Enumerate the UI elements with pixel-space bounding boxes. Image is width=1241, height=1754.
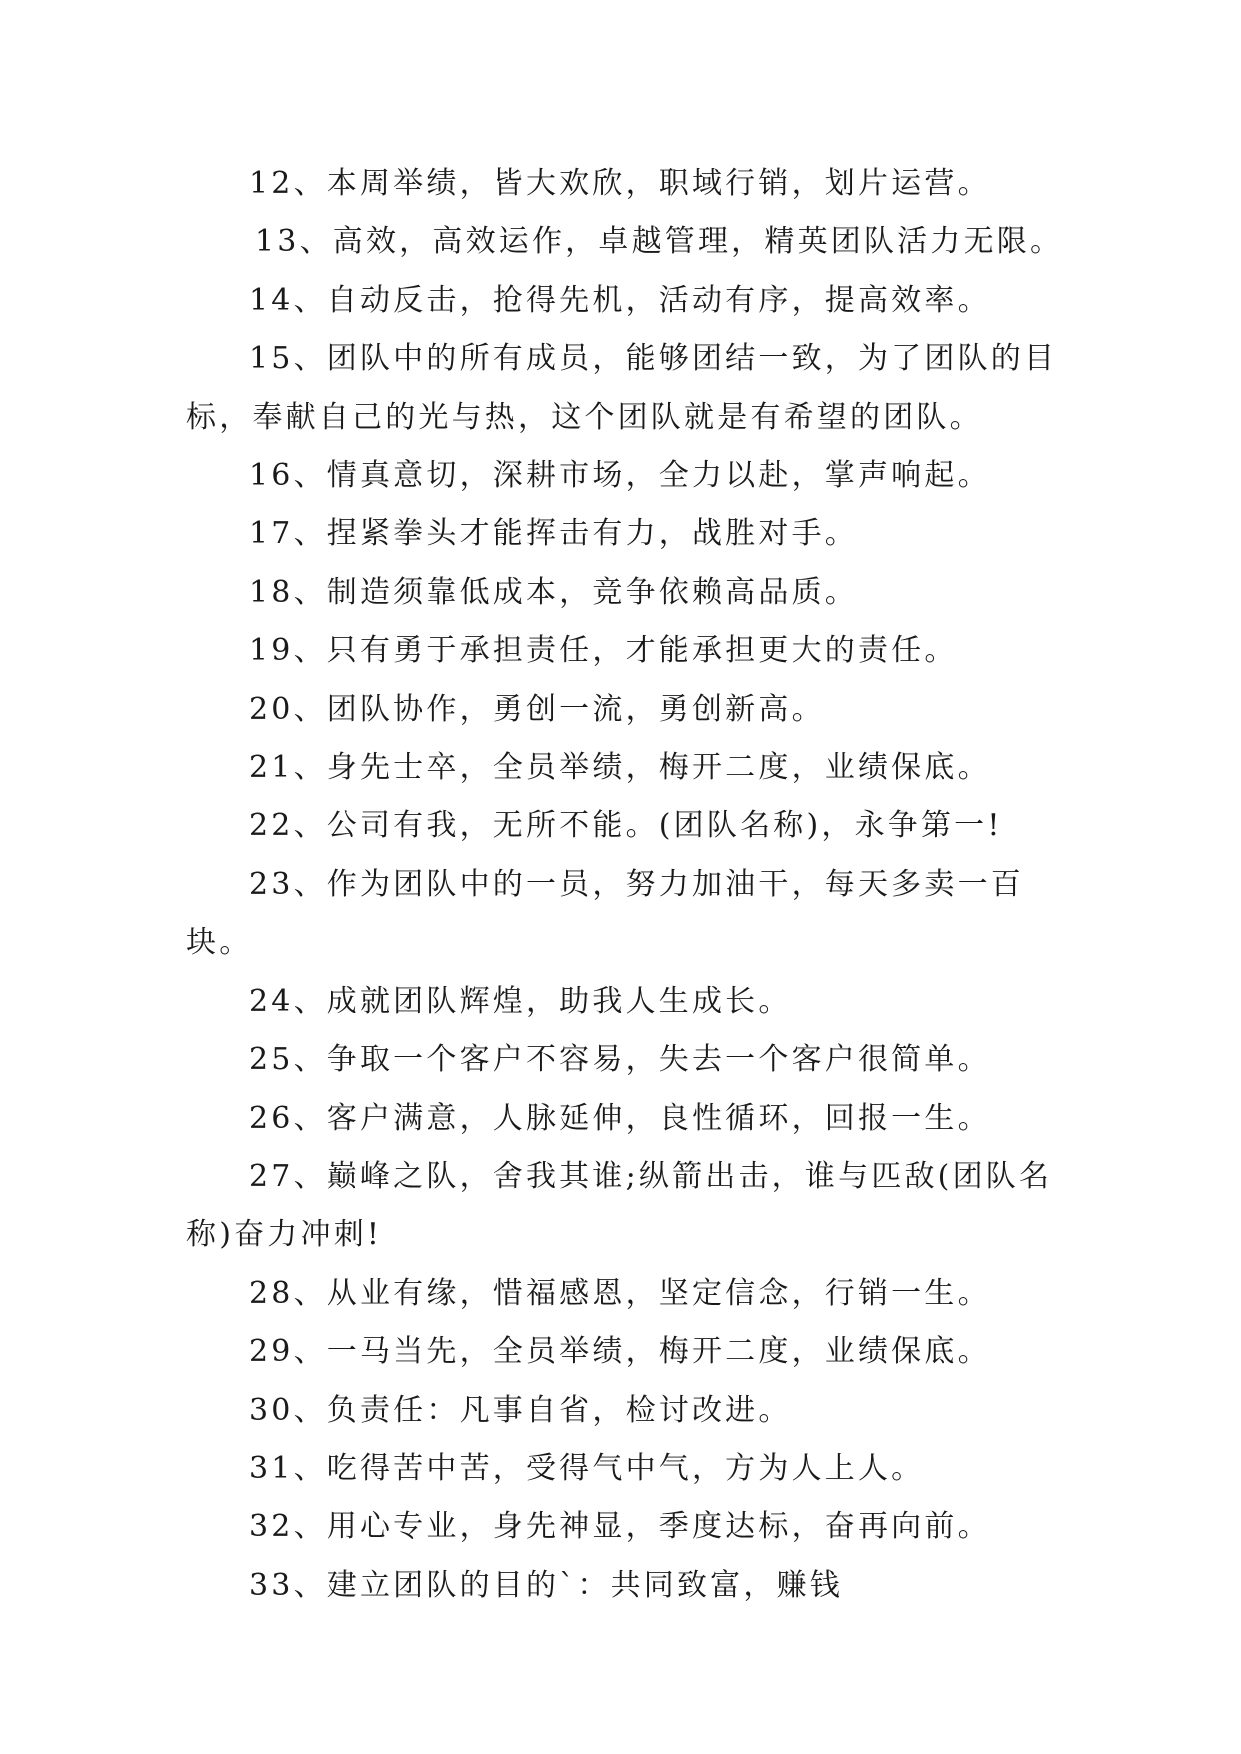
paragraph-26: 26、客户满意，人脉延伸，良性循环，回报一生。 (249, 1100, 991, 1136)
paragraph-28: 28、从业有缘，惜福感恩，坚定信念，行销一生。 (249, 1275, 991, 1311)
paragraph-31: 31、吃得苦中苦，受得气中气，方为人上人。 (249, 1450, 925, 1486)
paragraph-33: 33、建立团队的目的`：共同致富，赚钱 (249, 1567, 843, 1603)
paragraph-12: 12、本周举绩，皆大欢欣，职域行销，划片运营。 (249, 166, 991, 201)
paragraph-15: 15、团队中的所有成员，能够团结一致，为了团队的目标，奉献自己的光与热，这个团队就是有希望的团队。 (186, 341, 1058, 435)
paragraph-19: 19、只有勇于承担责任，才能承担更大的责任。 (249, 633, 958, 669)
paragraph-29: 29、一马当先，全员举绩，梅开二度，业绩保底。 (249, 1334, 991, 1370)
paragraph-25: 25、争取一个客户不容易，失去一个客户很简单。 (249, 1042, 991, 1078)
paragraph-16: 16、情真意切，深耕市场，全力以赴，掌声响起。 (249, 458, 991, 494)
paragraph-17: 17、捏紧拳头才能挥击有力，战胜对手。 (249, 516, 858, 552)
paragraph-23: 23、作为团队中的一员，努力加油干，每天多卖一百块。 (186, 866, 1024, 961)
paragraph-22: 22、公司有我，无所不能。(团队名称)，永争第一! (249, 808, 1003, 844)
paragraph-13: 13、高效，高效运作，卓越管理，精英团队活力无限。 (255, 224, 1064, 260)
paragraph-32: 32、用心专业，身先神显，季度达标，奋再向前。 (249, 1509, 991, 1545)
paragraph-21: 21、身先士卒，全员举绩，梅开二度，业绩保底。 (249, 750, 991, 786)
paragraph-24: 24、成就团队辉煌，助我人生成长。 (249, 983, 792, 1019)
document-body (186, 155, 1066, 1615)
paragraph-20: 20、团队协作，勇创一流，勇创新高。 (249, 691, 825, 727)
paragraph-18: 18、制造须靠低成本，竞争依赖高品质。 (249, 574, 858, 610)
paragraph-27: 27、巅峰之队，舍我其谁;纵箭出击，谁与匹敌(团队名称)奋力冲刺! (186, 1158, 1053, 1253)
paragraph-30: 30、负责任：凡事自省，检讨改进。 (249, 1392, 792, 1428)
paragraph-14: 14、自动反击，抢得先机，活动有序，提高效率。 (249, 282, 991, 318)
